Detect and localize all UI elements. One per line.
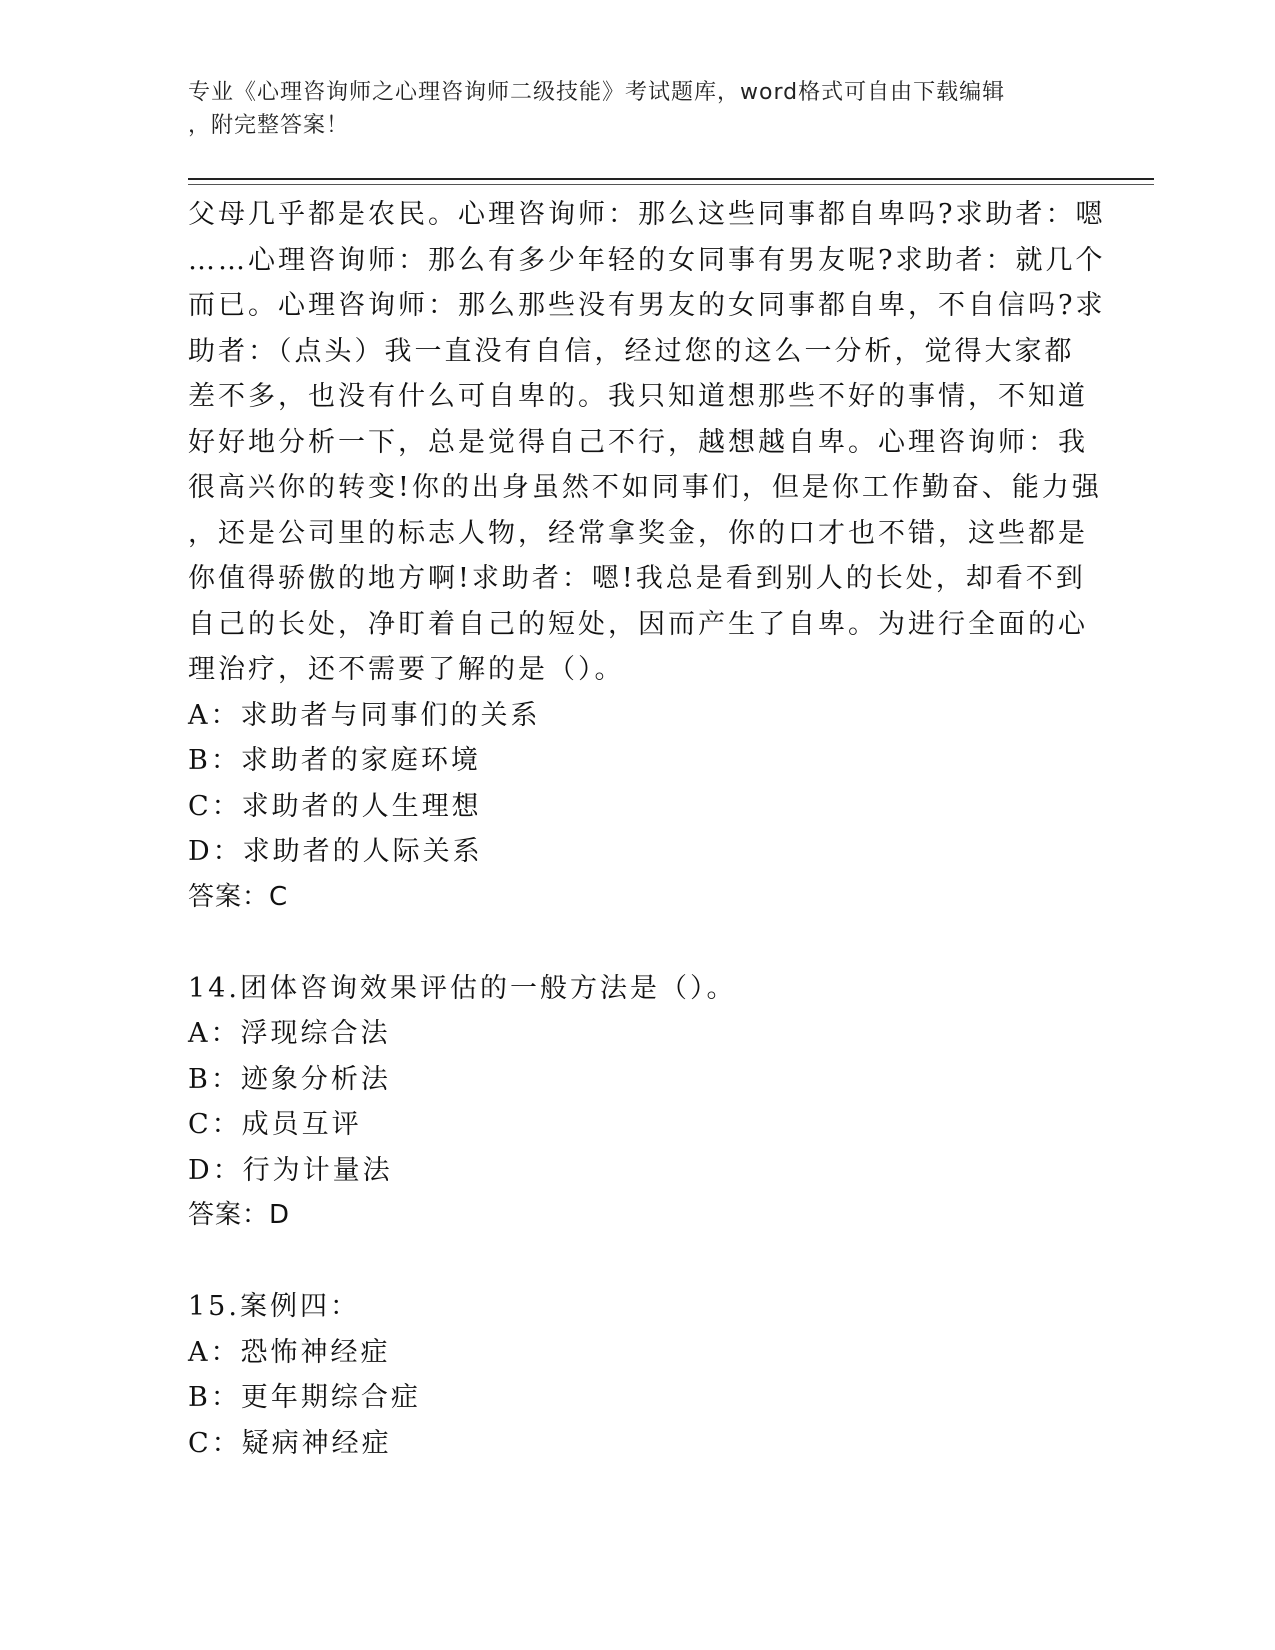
stem-line: 助者：（点头）我一直没有自信，经过您的这么一分析，觉得大家都 [188, 335, 1075, 367]
question-14-stem: 14.团体咨询效果评估的一般方法是（）。 [188, 972, 737, 1004]
option-a: A：浮现综合法 [188, 1018, 391, 1049]
stem-line: 差不多，也没有什么可自卑的。我只知道想那些不好的事情，不知道 [188, 381, 1088, 412]
stem-line: 很高兴你的转变!你的出身虽然不如同事们，但是你工作勤奋、能力强 [188, 472, 1102, 503]
option-c: C：求助者的人生理想 [188, 790, 482, 822]
stem-line: 而已。心理咨询师：那么那些没有男友的女同事都自卑，不自信吗?求 [188, 290, 1106, 321]
question-13 [188, 192, 1106, 920]
stem-line: 好好地分析一下，总是觉得自己不行，越想越自卑。心理咨询师：我 [188, 426, 1088, 458]
header-title-line-1: 专业《心理咨询师之心理咨询师二级技能》考试题库，word格式可自由下载编辑 [188, 80, 1006, 105]
option-d: D：求助者的人际关系 [188, 836, 483, 867]
answer-label: 答案：C [188, 881, 289, 912]
option-d: D：行为计量法 [188, 1154, 393, 1186]
option-b: B：迹象分析法 [188, 1063, 391, 1095]
stem-line: 理治疗，还不需要了解的是（）。 [188, 654, 625, 685]
document-header [188, 76, 1068, 142]
option-b: B：求助者的家庭环境 [188, 745, 481, 776]
header-divider-thick [188, 178, 1154, 180]
option-c: C：成员互评 [188, 1109, 362, 1140]
option-b: B：更年期综合症 [188, 1382, 421, 1413]
question-13-stem [188, 192, 1106, 693]
spacer [188, 1239, 1068, 1285]
stem-line: ，还是公司里的标志人物，经常拿奖金，你的口才也不错，这些都是 [188, 517, 1088, 549]
question-15 [188, 1284, 1068, 1466]
option-a: A：求助者与同事们的关系 [188, 699, 541, 731]
stem-line: 自己的长处，净盯着自己的短处，因而产生了自卑。为进行全面的心 [188, 608, 1088, 640]
header-title-line-2: ，附完整答案！ [188, 113, 350, 138]
option-a: A：恐怖神经症 [188, 1336, 391, 1368]
spacer [188, 920, 1068, 966]
header-divider-thin [188, 184, 1154, 185]
answer-label: 答案：D [188, 1200, 291, 1230]
stem-line: 父母几乎都是农民。心理咨询师：那么这些同事都自卑吗?求助者：嗯 [188, 199, 1106, 230]
stem-line: 你值得骄傲的地方啊!求助者：嗯!我总是看到别人的长处，却看不到 [188, 563, 1086, 594]
stem-line: ……心理咨询师：那么有多少年轻的女同事有男友呢?求助者：就几个 [188, 244, 1106, 276]
question-14 [188, 966, 1068, 1239]
option-c: C：疑病神经症 [188, 1427, 392, 1459]
question-15-stem: 15.案例四： [188, 1291, 360, 1322]
document-content [188, 192, 1106, 1466]
